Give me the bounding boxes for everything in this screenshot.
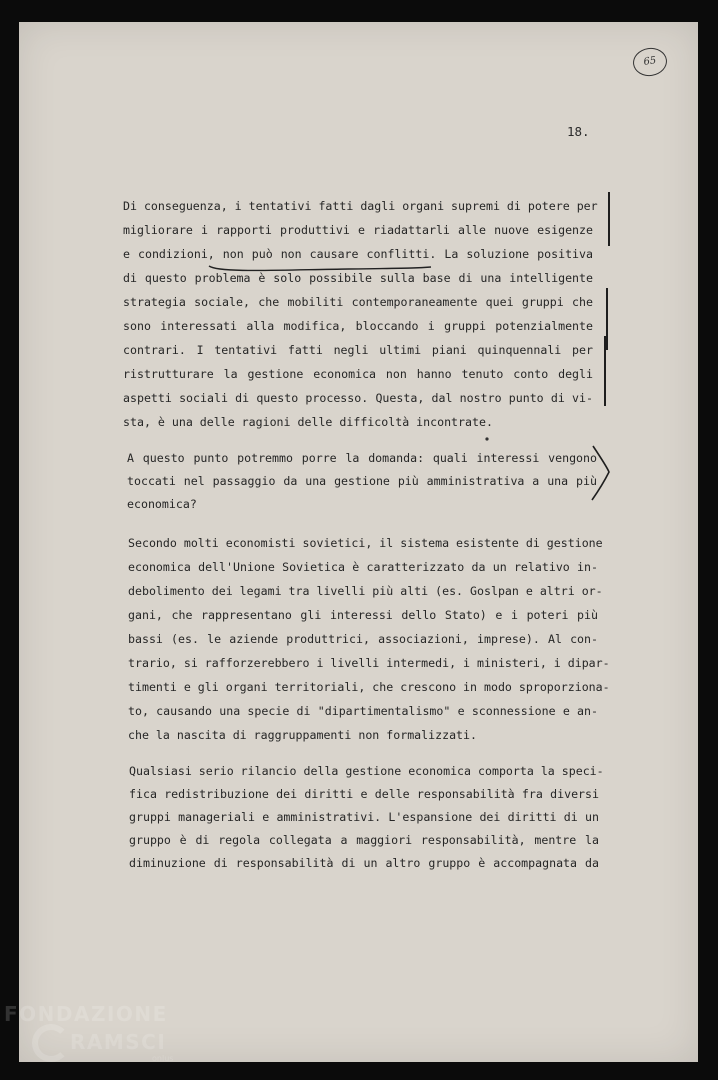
text-line: Di conseguenza, i tentativi fatti dagli organi supremi di potere per <box>123 199 598 213</box>
document-page <box>19 22 698 1062</box>
text-line: strategia sociale, che mobiliti contemporaneamente quei gruppi che <box>123 295 593 309</box>
text-line: e condizioni, non può non causare conflitti. La soluzione positiva <box>123 247 593 261</box>
text-line: che la nascita di raggruppamenti non formalizzati. <box>128 728 478 742</box>
watermark-g-logo <box>32 1024 70 1062</box>
text-line: sono interessati alla modifica, bloccando i gruppi potenzialmente <box>123 319 593 333</box>
page-number: 18. <box>567 124 590 139</box>
watermark-line-2: RAMSCI <box>70 1030 167 1054</box>
margin-bar-1 <box>608 192 610 246</box>
margin-bar-2 <box>606 288 608 350</box>
text-line: trario, si rafforzerebbero i livelli intermedi, i ministeri, i dipar- <box>128 656 610 670</box>
text-line: aspetti sociali di questo processo. Questa, dal nostro punto di vi- <box>123 391 593 405</box>
text-line: economica? <box>127 497 197 511</box>
text-line: gruppo è di regola collegata a maggiori responsabilità, mentre la <box>129 833 599 847</box>
text-line: gani, che rappresentano gli interessi dello Stato) e i poteri più <box>128 608 598 622</box>
text-line: debolimento dei legami tra livelli più alti (es. Goslpan e altri or- <box>128 584 603 598</box>
archive-number-stamp: 65 <box>631 46 669 78</box>
text-line: sta, è una delle ragioni delle difficoltà incontrate. <box>123 415 493 429</box>
watermark-line-1: FONDAZIONE <box>4 1002 168 1026</box>
fondazione-gramsci-watermark <box>4 1002 184 1078</box>
watermark-small: onlus <box>152 1054 174 1063</box>
text-line: Secondo molti economisti sovietici, il sistema esistente di gestione <box>128 536 603 550</box>
text-line: gruppi manageriali e amministrativi. L'espansione dei diritti di un <box>129 810 599 824</box>
text-line: toccati nel passaggio da una gestione più amministrativa a una più <box>127 474 597 488</box>
text-line: contrari. I tentativi fatti negli ultimi piani quinquennali per <box>123 343 593 357</box>
text-line: economica dell'Unione Sovietica è caratterizzato da un relativo in- <box>128 560 598 574</box>
text-line: diminuzione di responsabilità di un altro gruppo è accompagnata da <box>129 856 599 870</box>
ink-dot <box>485 437 488 440</box>
text-line: migliorare i rapporti produttivi e riadattarli alle nuove esigenze <box>123 223 593 237</box>
text-line: to, causando una specie di "dipartimentalismo" e sconnessione e an- <box>128 704 598 718</box>
text-line: A questo punto potremmo porre la domanda: quali interessi vengono <box>127 451 597 465</box>
text-line: timenti e gli organi territoriali, che crescono in modo sproporziona- <box>128 680 610 694</box>
text-line: Qualsiasi serio rilancio della gestione economica comporta la speci- <box>129 764 604 778</box>
margin-bar-3 <box>604 336 606 406</box>
text-line: di questo problema è solo possibile sulla base di una intelligente <box>123 271 593 285</box>
text-line: ristrutturare la gestione economica non hanno tenuto conto degli <box>123 367 593 381</box>
text-line: fica redistribuzione dei diritti e delle responsabilità fra diversi <box>129 787 599 801</box>
text-line: bassi (es. le aziende produttrici, associazioni, imprese). Al con- <box>128 632 598 646</box>
